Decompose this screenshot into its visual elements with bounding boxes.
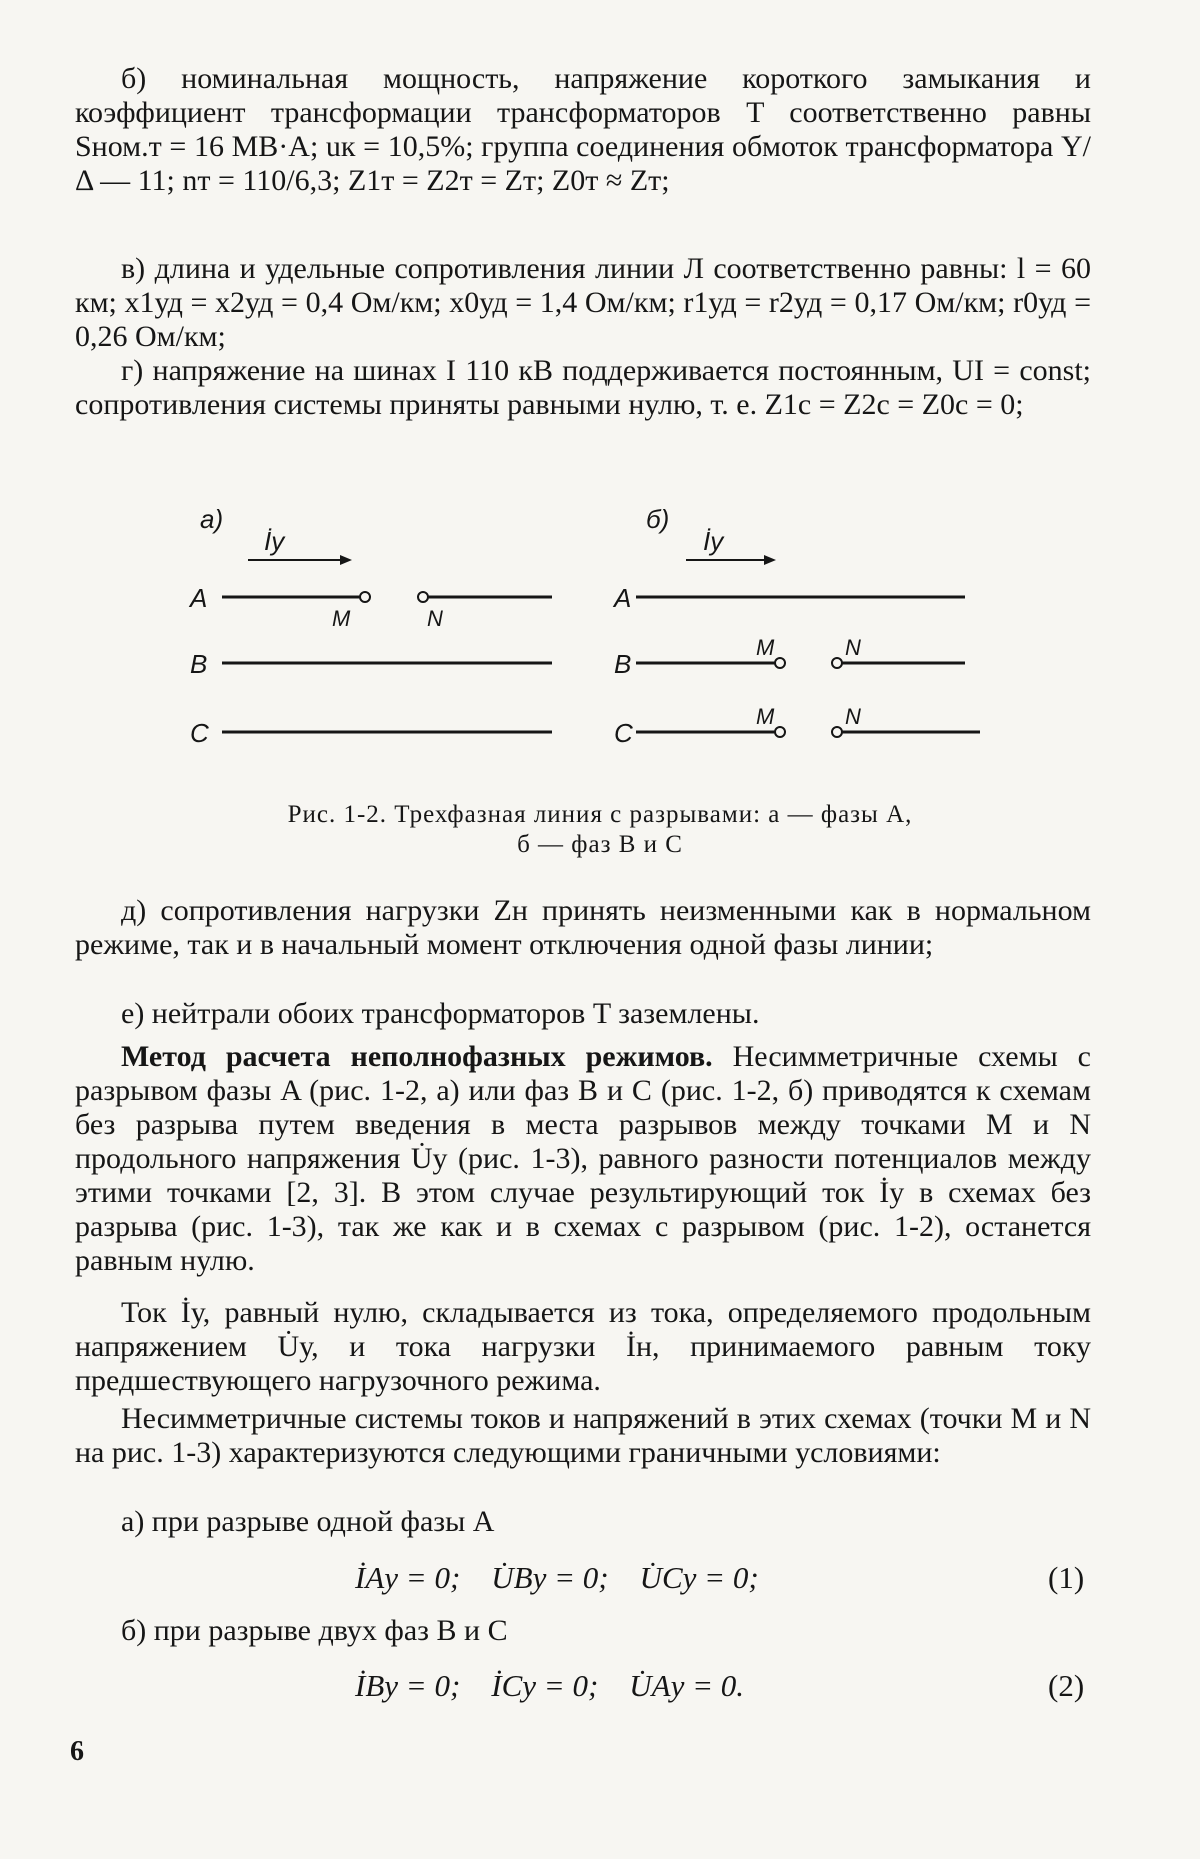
phase-a-label-b: A xyxy=(614,583,632,613)
method-text: Несимметричные схемы с разрывом фазы A (рис. 1-2, а) или фаз B и C (рис. 1-2, б) приводятся к схемам без разрыва путем введения в места разрывов между точками M и N продольного напряжения U̇у (рис. 1-3), равного разности потенциалов между этими точками [2, 3]. В этом случае результирующий ток İу в схемах без разрыва (рис. 1-3), так же как и в схемах с разрывом (рис. 1-2), останется равным нулю. xyxy=(75,1040,1091,1277)
method-title: Метод расчета неполнофазных режимов. xyxy=(121,1040,713,1073)
point-m-label-b2: M xyxy=(756,704,775,729)
current-label-b: İу xyxy=(703,526,724,556)
point-n-b-phase-b xyxy=(832,658,842,668)
paragraph-tok: Ток İу, равный нулю, складывается из тока, определяемого продольным напряжением U̇у, и тока нагрузки İн, принимаемого равным току предшествующего нагрузочного режима. xyxy=(75,1296,1091,1397)
paragraph-b: б) номинальная мощность, напряжение короткого замыкания и коэффициент трансформации трансформаторов T соответственно равны Sном.т = 16 МВ·А; uк = 10,5%; группа соединения обмоток трансформатора Y/Δ — 11; nт = 110/6,3; Z1т = Z2т = Zт; Z0т ≈ Zт; xyxy=(75,62,1091,197)
point-m-label-b1: M xyxy=(756,635,775,660)
page-number: 6 xyxy=(70,1736,84,1767)
arrow-head-b xyxy=(764,555,776,565)
arrow-head-a xyxy=(340,555,352,565)
phase-c-label-b: C xyxy=(614,718,633,748)
point-m-a xyxy=(360,592,370,602)
equation-1: İAу = 0; U̇Bу = 0; U̇Cу = 0; xyxy=(355,1560,759,1595)
point-n-label-b1: N xyxy=(845,635,861,660)
point-n-label-a: N xyxy=(427,606,443,631)
paragraph-case-a: а) при разрыве одной фазы A xyxy=(121,1505,495,1538)
paragraph-e: е) нейтрали обоих трансформаторов T заземлены. xyxy=(121,997,760,1030)
paragraph-d: д) сопротивления нагрузки Zн принять неизменными как в нормальном режиме, так и в начальный момент отключения одной фазы линии; xyxy=(75,894,1091,961)
figure-caption-line1: Рис. 1-2. Трехфазная линия с разрывами: а — фазы A, xyxy=(287,801,913,828)
point-n-a xyxy=(418,592,428,602)
point-n-label-b2: N xyxy=(845,704,861,729)
point-m-b-phase-b xyxy=(775,658,785,668)
paragraph-case-b: б) при разрыве двух фаз B и C xyxy=(121,1614,508,1647)
current-label-a: İу xyxy=(264,526,285,556)
phase-b-label-b: B xyxy=(614,649,632,679)
panel-b-label: б) xyxy=(646,504,670,534)
point-m-b-phase-c xyxy=(775,727,785,737)
paragraph-g: г) напряжение на шинах I 110 кВ поддерживается постоянным, UI = const; сопротивления системы приняты равными нулю, т. е. Z1с = Z2с = Z0с = 0; xyxy=(75,354,1091,421)
figure-caption-line2: б — фаз B и C xyxy=(517,831,683,858)
phase-a-label-a: A xyxy=(190,583,208,613)
panel-a-label: а) xyxy=(200,504,224,534)
phase-b-label-a: B xyxy=(190,649,208,679)
equation-2-number: (2) xyxy=(1048,1668,1085,1703)
paragraph-nesym: Несимметричные системы токов и напряжений в этих схемах (точки M и N на рис. 1-3) характеризуются следующими граничными условиями: xyxy=(75,1402,1091,1469)
equation-2: İBу = 0; İCу = 0; U̇Aу = 0. xyxy=(355,1668,745,1703)
paragraph-v: в) длина и удельные сопротивления линии Л соответственно равны: l = 60 км; x1уд = x2уд = 0,4 Ом/км; x0уд = 1,4 Ом/км; r1уд = r2уд = 0,17 Ом/км; r0уд = 0,26 Ом/км; xyxy=(75,252,1091,353)
phase-c-label-a: C xyxy=(190,718,209,748)
equation-1-number: (1) xyxy=(1048,1560,1085,1595)
point-n-b-phase-c xyxy=(832,727,842,737)
point-m-label-a: M xyxy=(332,606,351,631)
paragraph-method xyxy=(75,1040,1091,1278)
